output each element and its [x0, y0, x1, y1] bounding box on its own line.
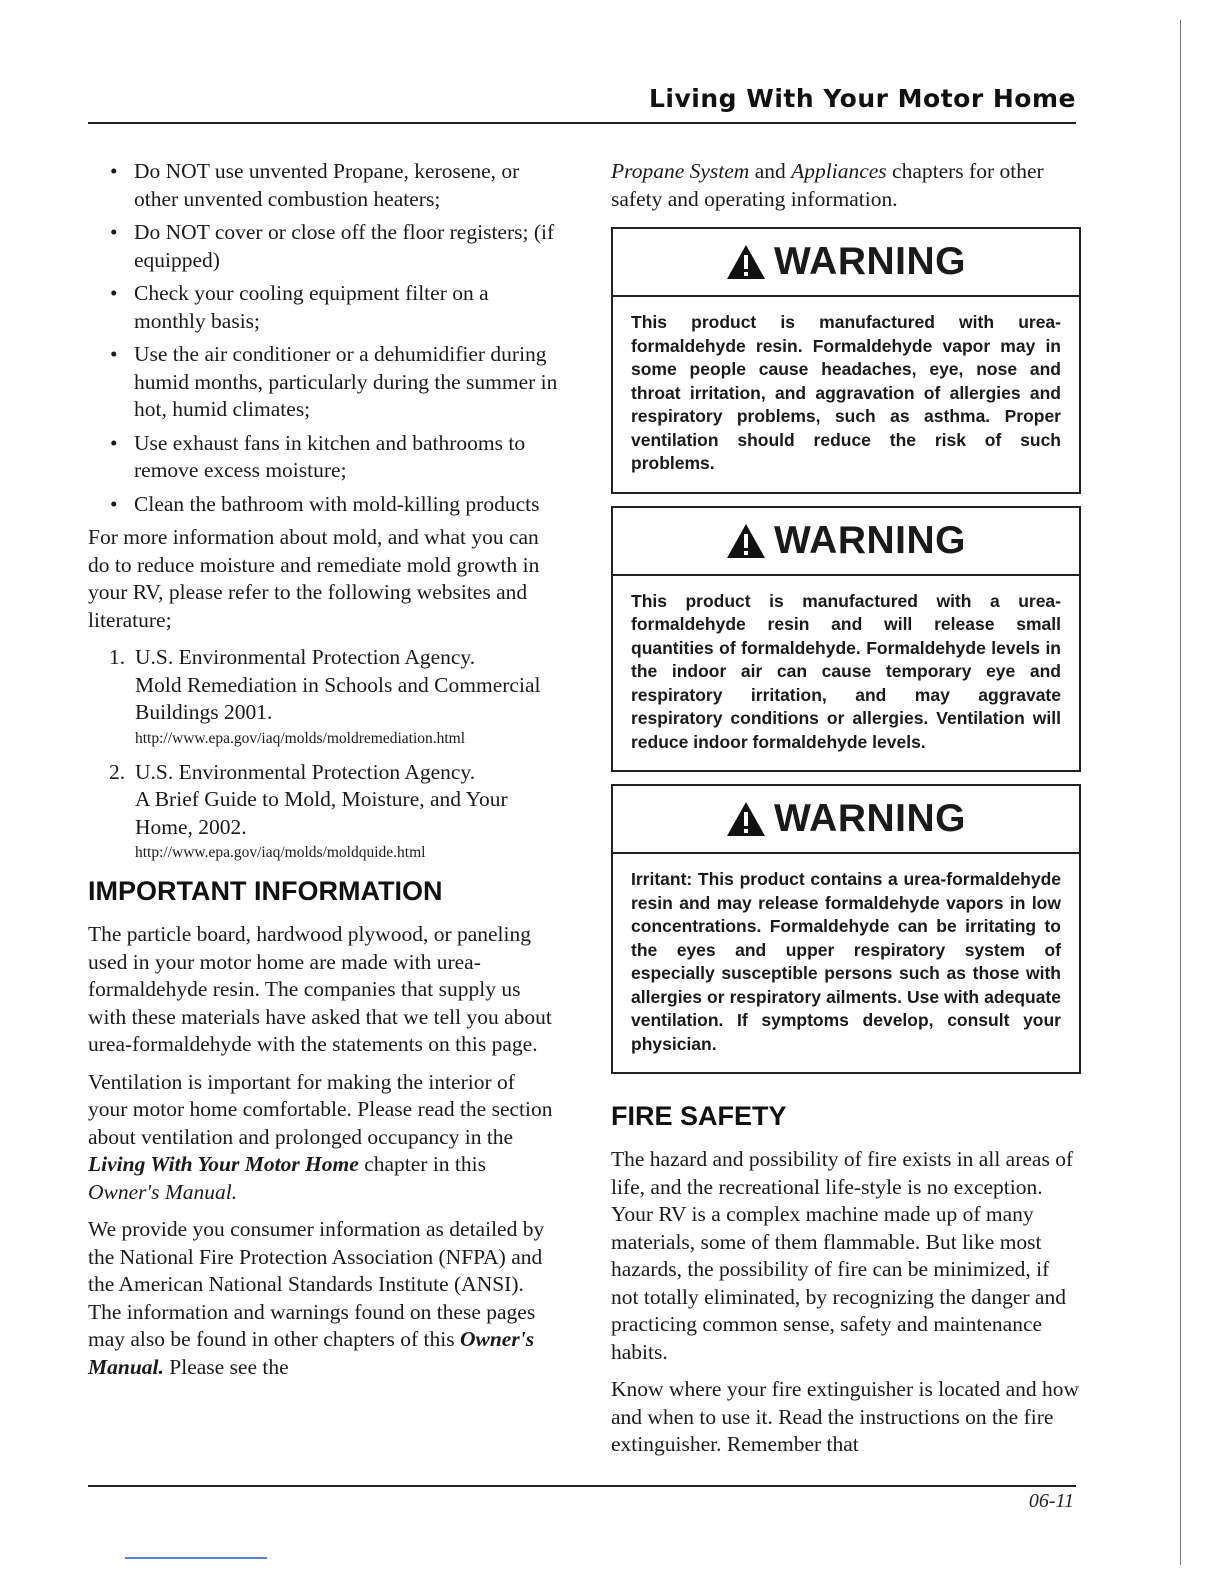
warning-header — [613, 229, 1079, 297]
reference-item — [88, 759, 558, 866]
ventilation-text-2: chapter in this — [358, 1152, 486, 1176]
warning-box — [611, 784, 1081, 1074]
propane-chapter-ref: Propane System — [611, 159, 750, 183]
ventilation-chapter-ref: Living With Your Motor Home — [88, 1152, 359, 1176]
nfpa-text-2: Please see the — [163, 1354, 289, 1379]
warning-title: WARNING — [774, 518, 966, 562]
fire-paragraph-1: The hazard and possibility of fire exists in all areas of life, and the recreational life-style is no exception. Your RV is a complex machine made up of many materials, some of them flammable. But like most hazards, the possibility of fire can be minimized, if not totally eliminated, by recognizing the danger and practicing common sense, safety and maintenance habits. — [611, 1147, 1074, 1364]
intro-text-1: and — [749, 159, 792, 183]
fire-safety-heading: FIRE SAFETY — [611, 1101, 787, 1131]
list-item: • Use the air conditioner or a dehumidifier during humid months, particularly during the summer in hot, humid climates; — [88, 341, 558, 424]
ventilation-text-1: Ventilation is important for making the interior of your motor home comfortable. Please read the section about ventilation and prolonged occupancy in the — [88, 1069, 553, 1149]
page-number: 06-11 — [1028, 1490, 1074, 1512]
warning-text: This product is manufactured with a urea-formaldehyde resin and will release small quantities of formaldehyde. Formaldehyde levels in the indoor air can cause temporary eye and respiratory irritation, and may aggravate respiratory conditions or allergies. Ventilation will reduce indoor formaldehyde levels. — [631, 590, 1061, 752]
intro-paragraph — [611, 158, 1081, 213]
intro-text-2: chapters for other safety and operating information. — [611, 159, 1044, 211]
list-item: • Do NOT use unvented Propane, kerosene, or other unvented combustion heaters; — [88, 158, 558, 213]
ventilation-paragraph — [88, 1069, 558, 1207]
reference-url: http://www.epa.gov/iaq/molds/moldquide.html — [135, 844, 426, 861]
reference-item — [88, 644, 558, 751]
warning-header — [613, 786, 1079, 854]
list-item: • Use exhaust fans in kitchen and bathrooms to remove excess moisture; — [88, 430, 558, 485]
nfpa-paragraph — [88, 1216, 558, 1381]
warning-text: Irritant: This product contains a urea-formaldehyde resin and may release formaldehyde vapors in low concentrations. Formaldehyde can be irritating to the eyes and upper respiratory system of especially susceptible persons such as those with allergies or respiratory ailments. Use with adequate ventilation. If symptoms develop, consult your physician. — [631, 869, 1061, 1054]
mold-prevention-list — [88, 158, 558, 518]
left-column — [88, 158, 558, 1391]
ventilation-manual-ref: Owner's Manual. — [88, 1179, 238, 1204]
reference-title: A Brief Guide to Mold, Moisture, and Your Home, 2002. — [135, 787, 508, 839]
warning-triangle-icon — [726, 523, 766, 559]
fire-paragraph-2: Know where your fire extinguisher is located and how and when to use it. Read the instructions on the fire extinguisher. Remember that — [611, 1377, 1080, 1456]
reference-url: http://www.epa.gov/iaq/molds/moldremediation.html — [135, 729, 466, 747]
reference-number: 1. — [109, 645, 126, 669]
warning-triangle-icon — [726, 244, 766, 280]
footer-rule — [88, 1485, 1076, 1487]
warning-box — [611, 227, 1081, 494]
more-info-paragraph: For more information about mold, and what you can do to reduce moisture and remediate mold growth in your RV, please refer to the following websites and literature; — [88, 525, 540, 632]
warning-text: This product is manufactured with urea-formaldehyde resin. Formaldehyde vapor may in some people cause headaches, eye, nose and throat irritation, and aggravation of allergies and respiratory problems, such as asthma. Proper ventilation should reduce the risk of such problems. — [631, 312, 1061, 473]
nfpa-text-1: We provide you consumer information as detailed by the National Fire Protection Association (NFPA) and the American National Standards Institute (ANSI). The information and warnings found on these pages may also be found in other chapters of this — [88, 1217, 545, 1351]
page-header-title: Living With Your Motor Home — [649, 84, 1076, 113]
important-information-heading: IMPORTANT INFORMATION — [88, 876, 443, 906]
reference-agency: U.S. Environmental Protection Agency. — [135, 759, 476, 784]
list-item: • Check your cooling equipment filter on a monthly basis; — [88, 280, 558, 335]
warning-title: WARNING — [774, 797, 966, 841]
right-column — [611, 158, 1081, 1469]
important-paragraph: The particle board, hardwood plywood, or paneling used in your motor home are made with urea-formaldehyde resin. The companies that supply us with these materials have asked that we tell you about urea-formaldehyde with the statements on this page. — [88, 922, 552, 1056]
header-rule — [88, 122, 1076, 124]
scan-mark-line — [125, 1557, 267, 1559]
warning-triangle-icon — [726, 801, 766, 837]
warning-title: WARNING — [774, 240, 966, 284]
reference-title: Mold Remediation in Schools and Commercial Buildings 2001. — [135, 672, 541, 724]
nfpa-manual-ref: Owner's Manual. — [88, 1327, 535, 1379]
warning-box — [611, 506, 1081, 773]
reference-number: 2. — [109, 759, 126, 784]
list-item: • Clean the bathroom with mold-killing products — [88, 491, 558, 519]
scan-edge-line — [1180, 20, 1181, 1565]
reference-agency: U.S. Environmental Protection Agency. — [135, 645, 476, 669]
list-item: • Do NOT cover or close off the floor registers; (if equipped) — [88, 219, 558, 274]
reference-list — [88, 644, 558, 865]
warning-header — [613, 508, 1079, 576]
appliances-chapter-ref: Appliances — [791, 159, 887, 183]
